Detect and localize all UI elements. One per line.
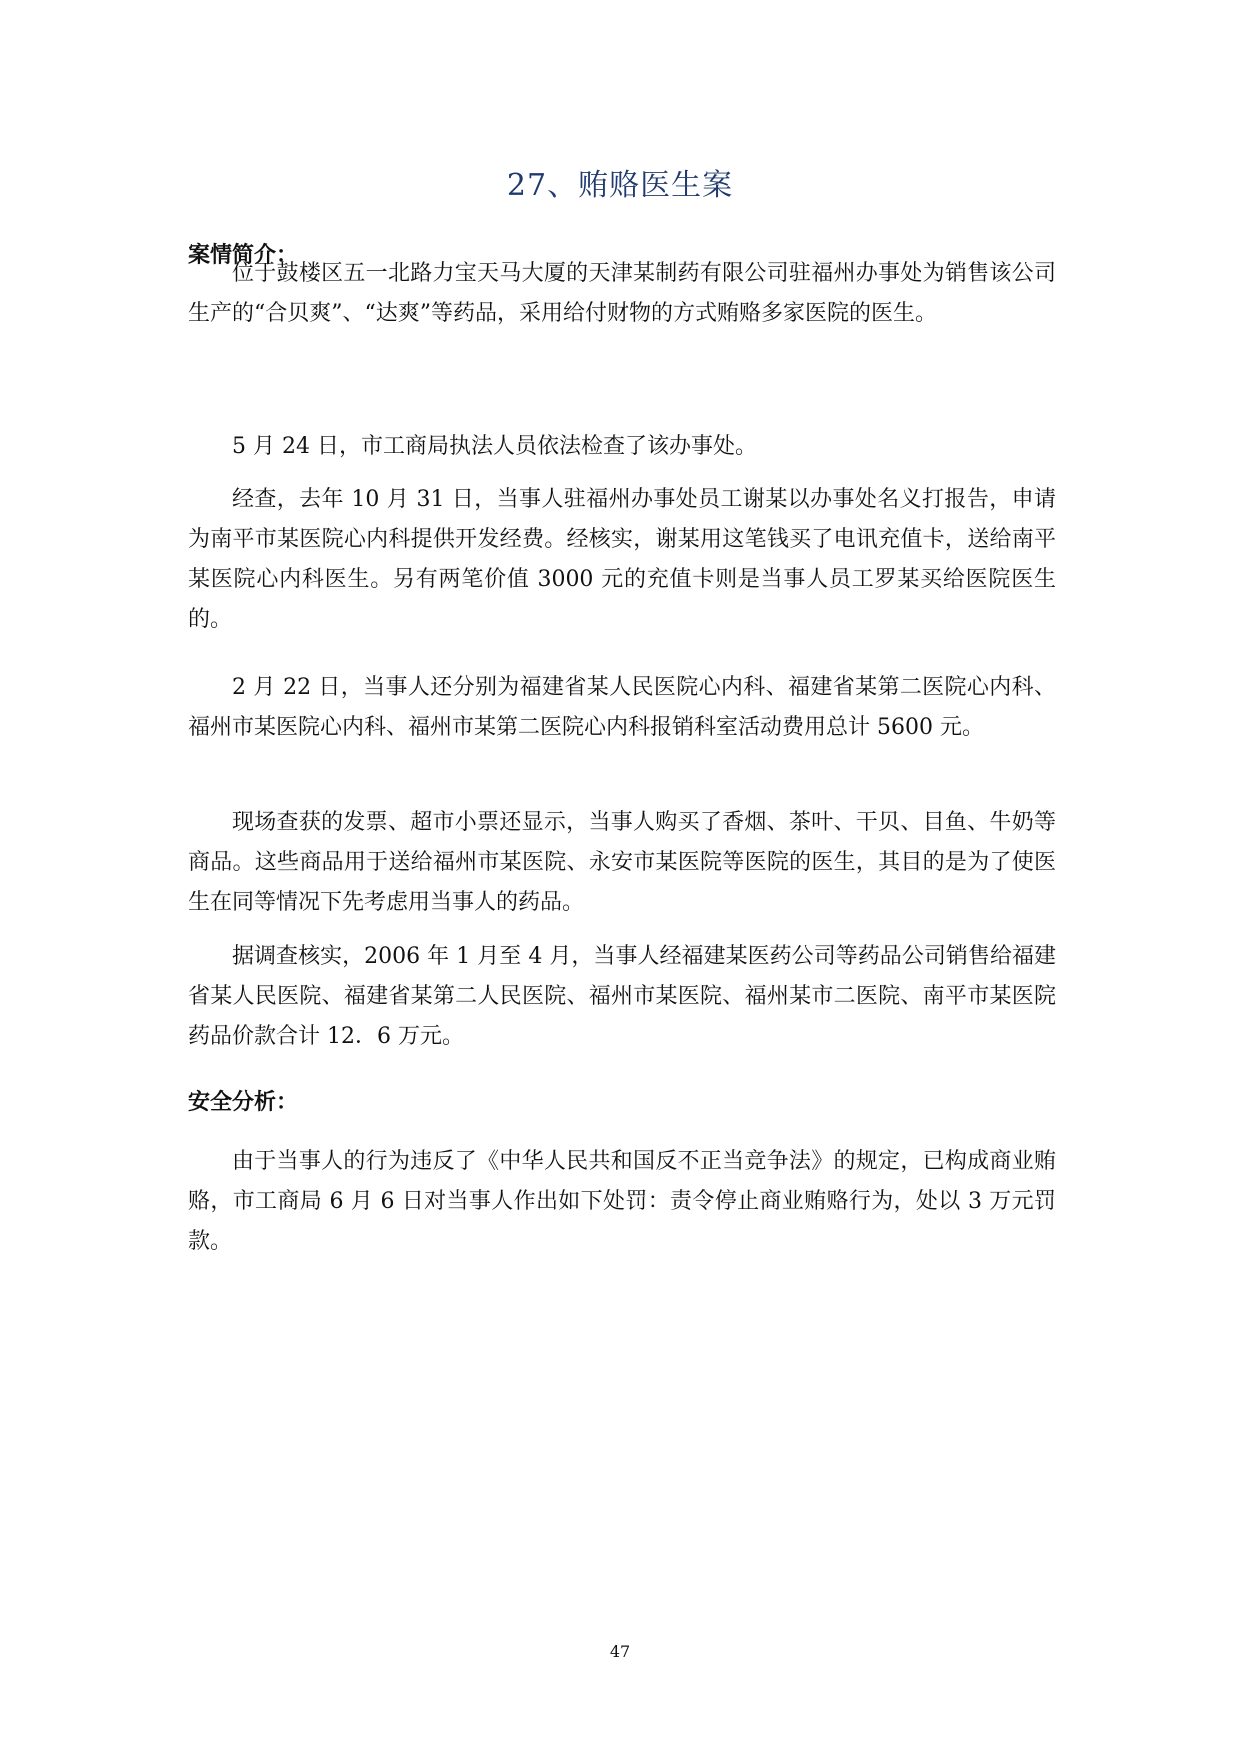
section-heading-safety-analysis: 安全分析： — [188, 1090, 299, 1115]
page-title: 27、贿赂医生案 — [506, 168, 734, 203]
paragraph-3: 经查，去年 10 月 31 日，当事人驻福州办事处员工谢某以办事处名义打报告，申请为南平市某医院心内科提供开发经费。经核实，谢某用这笔钱买了电讯充值卡，送给南平某医院心内科医生。另有两笔价值 3000 元的充值卡则是当事人员工罗某买给医院医生的。 — [188, 487, 1056, 632]
section-heading-case-summary: 案情简介： — [188, 243, 299, 268]
page-number: 47 — [609, 1642, 631, 1661]
paragraph-2: 5 月 24 日，市工商局执法人员依法检查了该办事处。 — [232, 434, 757, 459]
paragraph-6: 据调查核实，2006 年 1 月至 4 月，当事人经福建某医药公司等药品公司销售给福建省某人民医院、福建省某第二人民医院、福州市某医院、福州某市二医院、南平市某医院药品价款合计 12．6 万元。 — [188, 944, 1056, 1049]
paragraph-5: 现场查获的发票、超市小票还显示，当事人购买了香烟、茶叶、干贝、目鱼、牛奶等商品。这些商品用于送给福州市某医院、永安市某医院等医院的医生，其目的是为了使医生在同等情况下先考虑用当事人的药品。 — [188, 810, 1056, 915]
paragraph-1: 位于鼓楼区五一北路力宝天马大厦的天津某制药有限公司驻福州办事处为销售该公司生产的“合贝爽”、“达爽”等药品，采用给付财物的方式贿赂多家医院的医生。 — [188, 261, 1056, 326]
paragraph-4: 2 月 22 日，当事人还分别为福建省某人民医院心内科、福建省某第二医院心内科、福州市某医院心内科、福州市某第二医院心内科报销科室活动费用总计 5600 元。 — [188, 675, 1056, 740]
paragraph-7: 由于当事人的行为违反了《中华人民共和国反不正当竞争法》的规定，已构成商业贿赂，市工商局 6 月 6 日对当事人作出如下处罚：责令停止商业贿赂行为，处以 3 万元罚款。 — [188, 1149, 1056, 1254]
